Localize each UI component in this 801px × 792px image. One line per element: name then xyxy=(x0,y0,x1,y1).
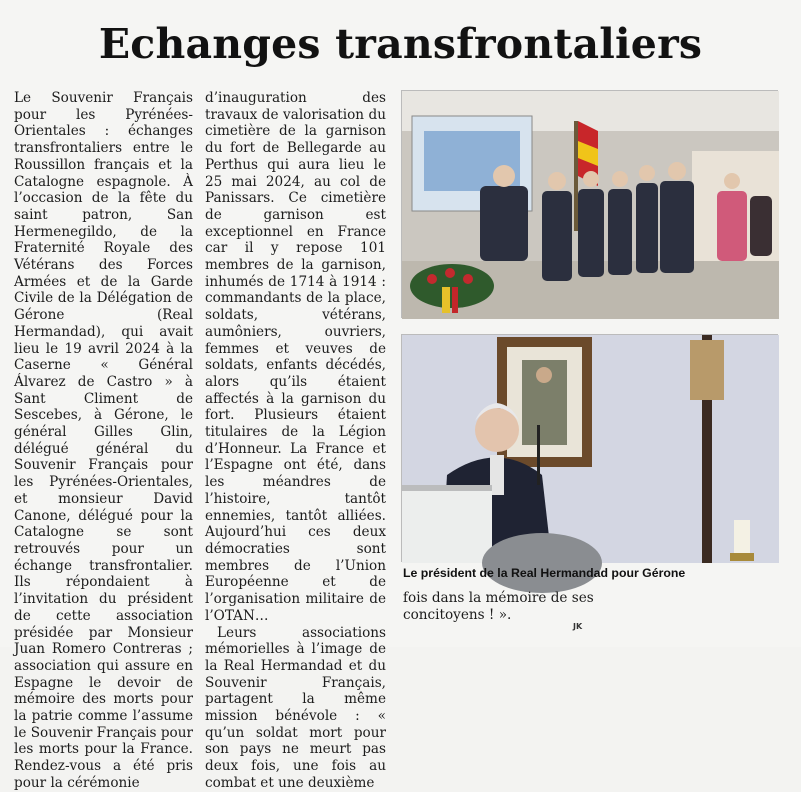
article-column-2 xyxy=(205,90,386,792)
president-photo-image xyxy=(402,335,779,563)
photo-caption: Le président de la Real Hermandad pour Gérone xyxy=(403,566,686,580)
president-photo xyxy=(401,334,778,562)
group-photo-image xyxy=(402,91,779,319)
column-2-paragraph-2: Leurs associations mémorielles à l’image de la Real Hermandad et du Souvenir Français, partagent la même mission bénévole : « qu’un soldat mort pour son pays ne meurt pas deux fois, une fois au combat et une deuxième xyxy=(205,624,386,791)
column-1-text: Le Souvenir Français pour les Pyrénées-Orientales : échanges transfrontaliers entre le Roussillon français et la Catalogne espagnole. À l’occasion de la fête du saint patron, San Hermenegildo, de la Fraternité Royale des Vétérans des Forces Armées et de la Garde Civile de la Délégation de Gérone (Real Hermandad), qui avait lieu le 19 avril 2024 à la Caserne « Général Álvarez de Castro » à Sant Climent de Sescebes, à Gérone, le général Gilles Glin, délégué général du Souvenir Français pour les Pyrénées-Orientales, et monsieur David Canone, délégué pour la Catalogne se sont retrouvés pour un échange transfrontalier. Ils répondaient à l’invitation du président de cette association présidée par Monsieur Juan Romero Contreras ; association qui assure en Espagne le devoir de mémoire des morts pour la patrie comme l’assume le Souvenir Français pour les morts pour la France. Rendez-vous a été pris pour la cérémonie xyxy=(14,90,193,791)
column-2-paragraph-1: d’inauguration des travaux de valorisation du cimetière de la garnison du fort de Bellegarde au Perthus qui aura lieu le 25 mai 2024, au col de Panissars. Ce cimetière de garnison est exceptionnel en France car il y repose 101 membres de la garnison, inhumés de 1714 à 1914 : commandants de la place, soldats, vétérans, aumôniers, ouvriers, femmes et veuves de soldats, enfants décédés, alors qu’ils étaient affectés à la garnison du fort. Plusieurs étaient titulaires de la Légion d’Honneur. La France et l’Espagne ont été, dans les méandres de l’histoire, tantôt ennemies, tantôt alliées. Aujourd’hui ces deux démocraties sont membres de l’Union Européenne et de l’organisation militaire de l’OTAN… xyxy=(205,90,386,624)
group-photo xyxy=(401,90,778,318)
column-3-text: fois dans la mémoire de ses concitoyens ! ». xyxy=(403,590,594,623)
author-signature: JK xyxy=(573,622,583,631)
headline: Echanges transfrontaliers xyxy=(98,20,703,68)
article-column-1 xyxy=(14,90,193,792)
